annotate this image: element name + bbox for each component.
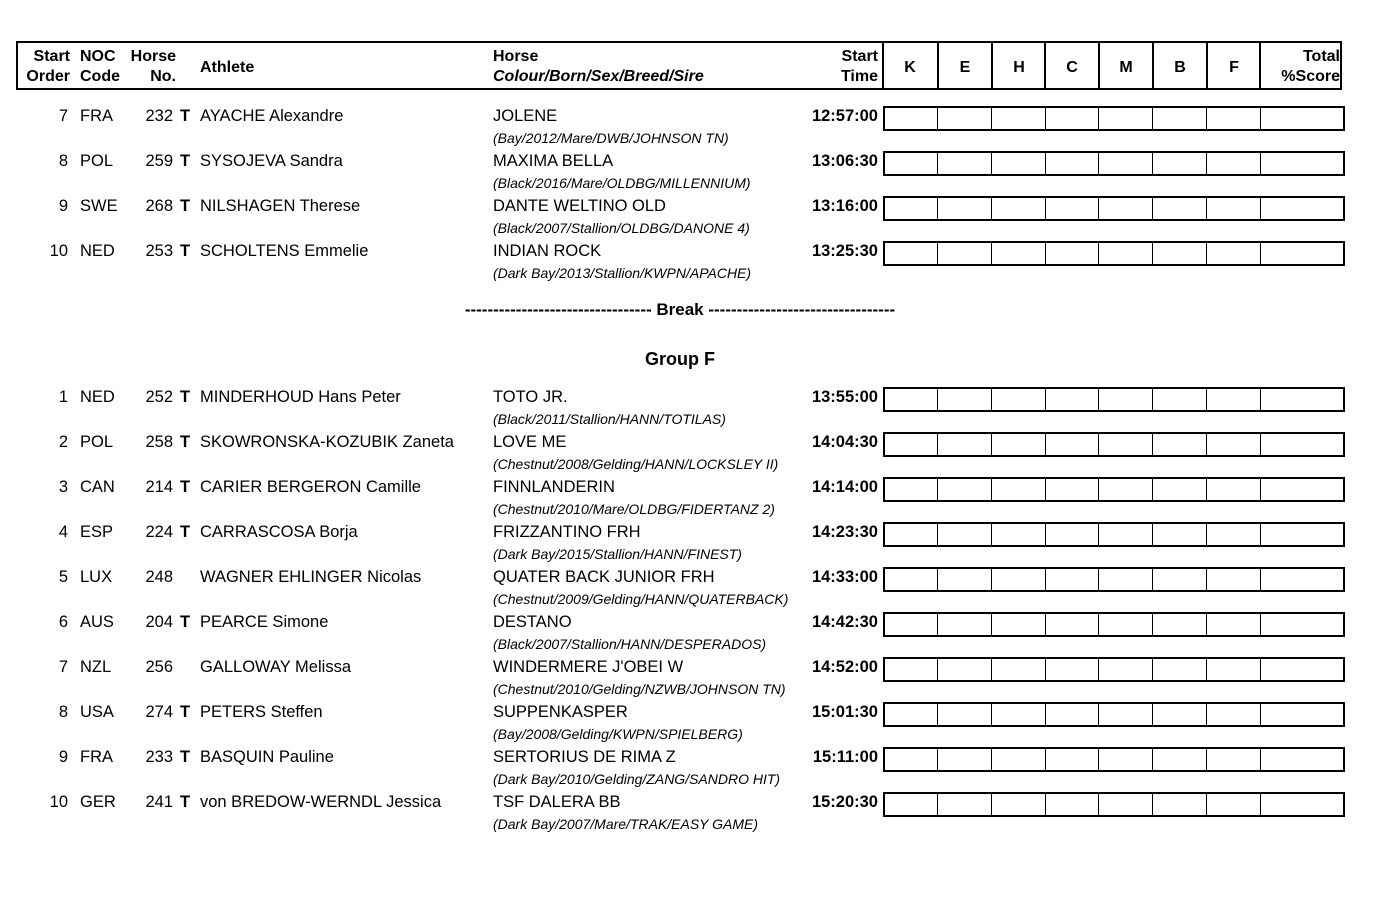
horse-details: (Chestnut/2010/Mare/OLDBG/FIDERTANZ 2) [493, 501, 775, 517]
start-order: 3 [58, 478, 68, 496]
header-noc-code: NOC Code [80, 48, 120, 85]
horse-number: 259 [145, 152, 173, 170]
noc-code: NED [80, 388, 115, 406]
team-marker: T [180, 242, 191, 260]
horse-details: (Dark Bay/2015/Stallion/HANN/FINEST) [493, 546, 742, 562]
horse-number: 214 [145, 478, 173, 496]
score-boxes [883, 522, 1345, 547]
start-time: 14:42:30 [811, 613, 878, 631]
start-order: 5 [58, 568, 68, 586]
header-judge-b: B [1174, 59, 1186, 76]
start-time: 14:14:00 [811, 478, 878, 496]
start-time: 15:20:30 [811, 793, 878, 811]
horse-name: FRIZZANTINO FRH [493, 523, 641, 541]
header-start-time: Start Time [840, 48, 878, 85]
header-athlete: Athlete [200, 59, 255, 76]
table-header [16, 41, 1342, 90]
horse-number: 258 [145, 433, 173, 451]
noc-code: CAN [80, 478, 115, 496]
noc-code: NZL [80, 658, 112, 676]
score-boxes [883, 477, 1345, 502]
noc-code: FRA [80, 107, 113, 125]
header-total-score: Total %Score [1281, 48, 1340, 85]
horse-name: SERTORIUS DE RIMA Z [493, 748, 676, 766]
start-order: 1 [58, 388, 68, 406]
horse-number: 241 [145, 793, 173, 811]
horse-name: JOLENE [493, 107, 558, 125]
athlete-name: NILSHAGEN Therese [200, 197, 361, 215]
athlete-name: SYSOJEVA Sandra [200, 152, 343, 170]
noc-code: USA [80, 703, 114, 721]
group-title: Group F [645, 349, 715, 369]
score-boxes [883, 432, 1345, 457]
header-horse-no: Horse No. [130, 48, 176, 85]
table-row [0, 610, 1400, 655]
score-boxes [883, 567, 1345, 592]
horse-number: 224 [145, 523, 173, 541]
athlete-name: SKOWRONSKA-KOZUBIK Zaneta [200, 433, 454, 451]
team-marker: T [180, 703, 191, 721]
header-judge-h: H [1013, 59, 1025, 76]
horse-name: MAXIMA BELLA [493, 152, 614, 170]
start-time: 14:33:00 [811, 568, 878, 586]
start-order: 8 [58, 152, 68, 170]
score-boxes [883, 106, 1345, 131]
table-row [0, 475, 1400, 520]
athlete-name: PETERS Steffen [200, 703, 323, 721]
team-marker: T [180, 388, 191, 406]
horse-number: 268 [145, 197, 173, 215]
team-marker: T [180, 793, 191, 811]
start-order: 10 [49, 242, 68, 260]
horse-details: (Black/2016/Mare/OLDBG/MILLENNIUM) [493, 175, 751, 191]
horse-details: (Dark Bay/2013/Stallion/KWPN/APACHE) [493, 265, 752, 281]
horse-details: (Black/2011/Stallion/HANN/TOTILAS) [493, 411, 726, 427]
horse-details: (Chestnut/2008/Gelding/HANN/LOCKSLEY II) [493, 456, 779, 472]
score-boxes [883, 151, 1345, 176]
start-time: 15:01:30 [811, 703, 878, 721]
noc-code: POL [80, 152, 114, 170]
score-boxes [883, 612, 1345, 637]
table-row [0, 104, 1400, 149]
horse-name: TSF DALERA BB [493, 793, 621, 811]
table-row [0, 149, 1400, 194]
horse-details: (Chestnut/2009/Gelding/HANN/QUATERBACK) [493, 591, 789, 607]
noc-code: AUS [80, 613, 114, 631]
score-boxes [883, 657, 1345, 682]
athlete-name: BASQUIN Pauline [200, 748, 334, 766]
horse-details: (Bay/2008/Gelding/KWPN/SPIELBERG) [493, 726, 743, 742]
table-row [0, 655, 1400, 700]
noc-code: NED [80, 242, 115, 260]
table-row [0, 430, 1400, 475]
horse-name: FINNLANDERIN [493, 478, 615, 496]
score-boxes [883, 241, 1345, 266]
athlete-name: MINDERHOUD Hans Peter [200, 388, 401, 406]
start-time: 14:52:00 [811, 658, 878, 676]
table-row [0, 790, 1400, 835]
horse-name: WINDERMERE J'OBEI W [493, 658, 684, 676]
start-time: 12:57:00 [811, 107, 878, 125]
start-time: 13:55:00 [811, 388, 878, 406]
horse-name: SUPPENKASPER [493, 703, 628, 721]
start-order: 9 [58, 197, 68, 215]
noc-code: GER [80, 793, 116, 811]
header-judge-f: F [1229, 59, 1239, 76]
start-time: 14:23:30 [811, 523, 878, 541]
noc-code: POL [80, 433, 114, 451]
horse-number: 253 [145, 242, 173, 260]
horse-number: 204 [145, 613, 173, 631]
athlete-name: AYACHE Alexandre [200, 107, 344, 125]
noc-code: LUX [80, 568, 113, 586]
athlete-name: CARIER BERGERON Camille [200, 478, 421, 496]
athlete-name: von BREDOW-WERNDL Jessica [200, 793, 442, 811]
start-time: 13:06:30 [811, 152, 878, 170]
header-start-order: Start Order [26, 48, 70, 85]
team-marker: T [180, 197, 191, 215]
horse-name: DANTE WELTINO OLD [493, 197, 666, 215]
horse-name: INDIAN ROCK [493, 242, 602, 260]
athlete-name: GALLOWAY Melissa [200, 658, 351, 676]
table-row [0, 700, 1400, 745]
score-boxes [883, 387, 1345, 412]
noc-code: FRA [80, 748, 113, 766]
athlete-name: CARRASCOSA Borja [200, 523, 358, 541]
horse-details: (Black/2007/Stallion/HANN/DESPERADOS) [493, 636, 767, 652]
horse-number: 274 [145, 703, 173, 721]
horse-number: 248 [145, 568, 173, 586]
team-marker: T [180, 613, 191, 631]
header-judge-k: K [904, 59, 916, 76]
header-judge-e: E [959, 59, 971, 76]
team-marker: T [180, 478, 191, 496]
start-order: 6 [58, 613, 68, 631]
noc-code: ESP [80, 523, 114, 541]
header-judge-m: M [1119, 59, 1133, 76]
start-order: 4 [58, 523, 68, 541]
horse-name: TOTO JR. [493, 388, 568, 406]
team-marker: T [180, 152, 191, 170]
horse-details: (Black/2007/Stallion/OLDBG/DANONE 4) [493, 220, 750, 236]
horse-number: 232 [145, 107, 173, 125]
header-judge-c: C [1066, 59, 1078, 76]
horse-details: (Dark Bay/2010/Gelding/ZANG/SANDRO HIT) [493, 771, 781, 787]
score-boxes [883, 747, 1345, 772]
team-marker: T [180, 748, 191, 766]
score-boxes [883, 196, 1345, 221]
start-order: 2 [58, 433, 68, 451]
team-marker: T [180, 107, 191, 125]
noc-code: SWE [80, 197, 118, 215]
horse-number: 233 [145, 748, 173, 766]
start-order: 8 [58, 703, 68, 721]
horse-name: LOVE ME [493, 433, 567, 451]
table-row [0, 565, 1400, 610]
table-row [0, 385, 1400, 430]
start-time: 14:04:30 [811, 433, 878, 451]
horse-name: QUATER BACK JUNIOR FRH [493, 568, 715, 586]
start-order: 7 [58, 107, 68, 125]
table-row [0, 745, 1400, 790]
horse-details: (Chestnut/2010/Gelding/NZWB/JOHNSON TN) [493, 681, 786, 697]
start-order: 10 [49, 793, 68, 811]
table-row [0, 194, 1400, 239]
horse-details: (Dark Bay/2007/Mare/TRAK/EASY GAME) [493, 816, 759, 832]
team-marker: T [180, 433, 191, 451]
start-time: 15:11:00 [812, 748, 878, 766]
break-divider: --------------------------------- Break --------------------------------- [464, 300, 896, 319]
team-marker: T [180, 523, 191, 541]
athlete-name: SCHOLTENS Emmelie [200, 242, 369, 260]
score-boxes [883, 702, 1345, 727]
start-order: 9 [58, 748, 68, 766]
horse-details: (Bay/2012/Mare/DWB/JOHNSON TN) [493, 130, 729, 146]
athlete-name: PEARCE Simone [200, 613, 329, 631]
score-boxes [883, 792, 1345, 817]
start-time: 13:16:00 [811, 197, 878, 215]
table-row [0, 520, 1400, 565]
athlete-name: WAGNER EHLINGER Nicolas [200, 568, 422, 586]
table-row [0, 239, 1400, 284]
horse-number: 252 [145, 388, 173, 406]
header-horse: Horse Colour/Born/Sex/Breed/Sire [493, 48, 704, 85]
start-time: 13:25:30 [811, 242, 878, 260]
start-order: 7 [58, 658, 68, 676]
horse-name: DESTANO [493, 613, 572, 631]
horse-number: 256 [145, 658, 173, 676]
